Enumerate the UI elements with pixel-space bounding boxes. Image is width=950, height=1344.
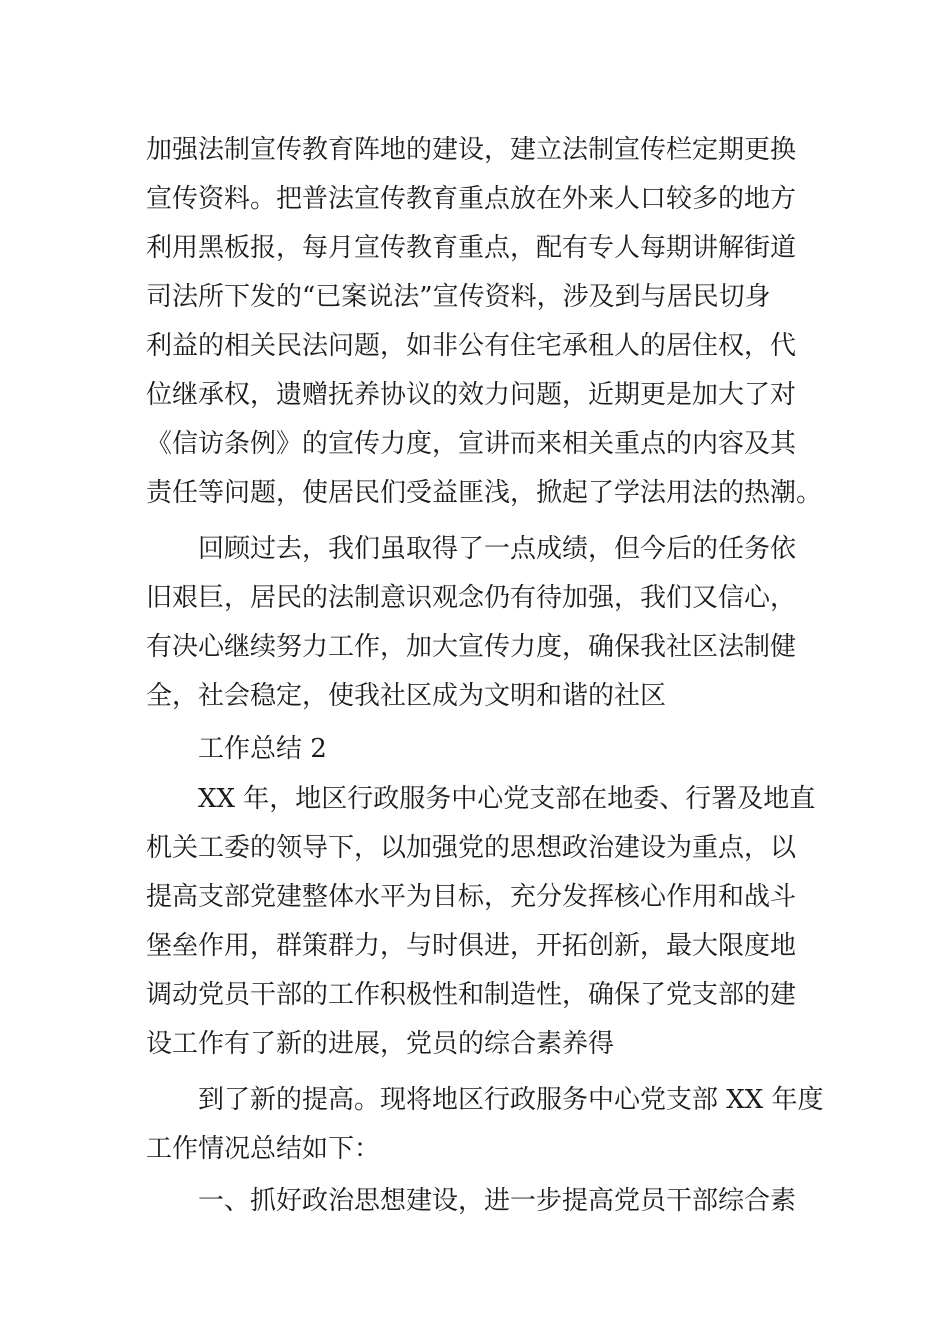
- text-line: 司法所下发的“已案说法”宣传资料，涉及到与居民切身: [146, 282, 771, 312]
- text-line: 有决心继续努力工作，加大宣传力度，确保我社区法制健: [146, 632, 797, 662]
- paragraph-first-line: 回顾过去，我们虽取得了一点成绩，但今后的任务依: [198, 534, 797, 564]
- text-line: 利益的相关民法问题，如非公有住宅承租人的居住权，代: [146, 331, 797, 361]
- paragraph-first-line: 一、抓好政治思想建设，进一步提高党员干部综合素: [198, 1186, 797, 1216]
- text-line: 旧艰巨，居民的法制意识观念仍有待加强，我们又信心，: [146, 583, 797, 613]
- paragraph-first-line: XX 年，地区行政服务中心党支部在地委、行署及地直: [198, 784, 816, 814]
- text-line: 设工作有了新的进展，党员的综合素养得: [146, 1029, 615, 1059]
- paragraph-first-line: 到了新的提高。现将地区行政服务中心党支部 XX 年度: [198, 1085, 824, 1115]
- text-line: 机关工委的领导下，以加强党的思想政治建设为重点，以: [146, 833, 797, 863]
- text-line: 提高支部党建整体水平为目标，充分发挥核心作用和战斗: [146, 882, 797, 912]
- text-line: 《信访条例》的宣传力度，宣讲而来相关重点的内容及其: [146, 429, 797, 459]
- text-line: 责任等问题，使居民们受益匪浅，掀起了学法用法的热潮。: [146, 478, 823, 508]
- text-line: 堡垒作用，群策群力，与时俱进，开拓创新，最大限度地: [146, 931, 797, 961]
- section-heading: 工作总结 2: [198, 734, 327, 764]
- text-line: 工作情况总结如下：: [146, 1134, 381, 1164]
- text-line: 加强法制宣传教育阵地的建设，建立法制宣传栏定期更换: [146, 135, 797, 165]
- text-line: 位继承权，遗赠抚养协议的效力问题，近期更是加大了对: [146, 380, 797, 410]
- text-line: 调动党员干部的工作积极性和制造性，确保了党支部的建: [146, 980, 797, 1010]
- text-line: 利用黑板报，每月宣传教育重点，配有专人每期讲解街道: [146, 233, 797, 263]
- text-line: 宣传资料。把普法宣传教育重点放在外来人口较多的地方: [146, 184, 797, 214]
- text-line: 全，社会稳定，使我社区成为文明和谐的社区: [146, 681, 667, 711]
